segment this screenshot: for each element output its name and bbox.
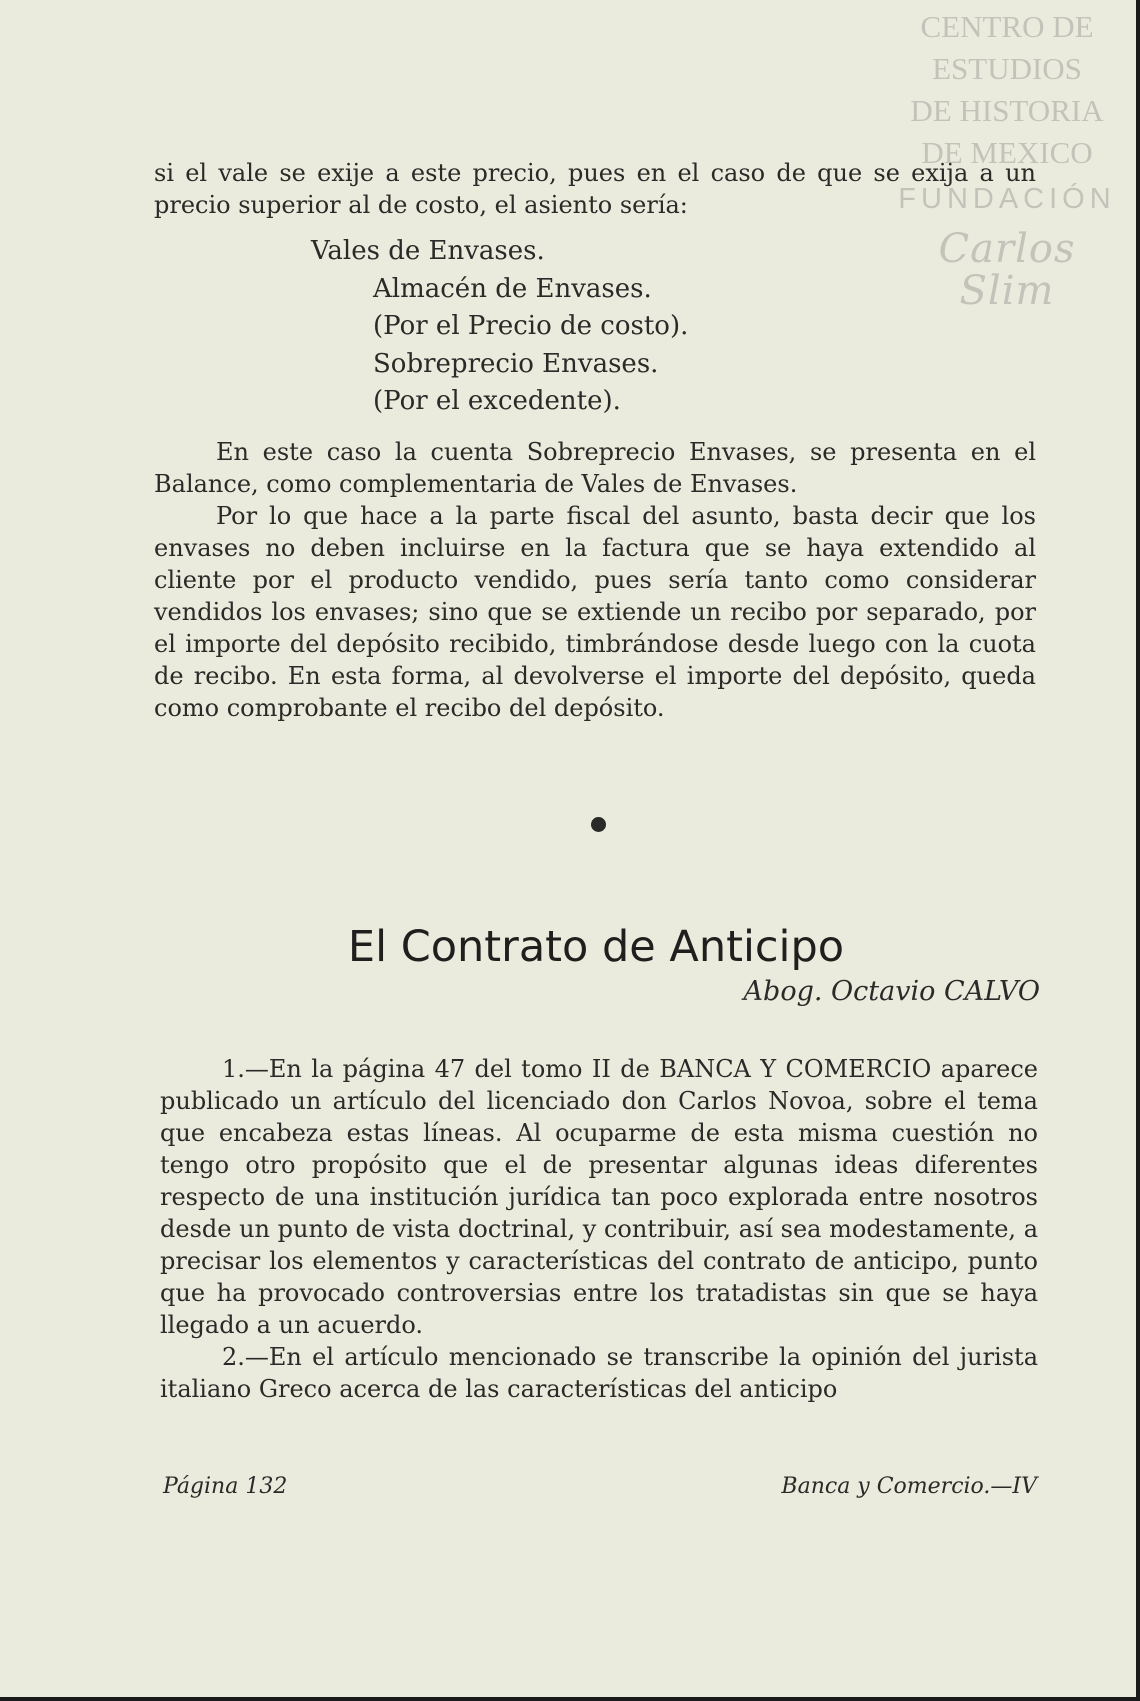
watermark-line: DE MEXICO <box>921 135 1093 170</box>
article-author: Abog. Octavio CALVO <box>743 976 1040 1007</box>
watermark-foundation: FUNDACIÓN <box>898 183 1116 215</box>
accounting-entry <box>0 233 1136 421</box>
intro-paragraph: si el vale se exije a este precio, pues en el caso de que se exija a un precio superior al de costo, el asiento sería: <box>154 159 1036 219</box>
page-number: Página 132 <box>163 1474 288 1499</box>
publication-name: Banca y Comercio.—IV <box>781 1474 1037 1499</box>
watermark-line: ESTUDIOS <box>932 51 1082 86</box>
watermark-line: CENTRO DE <box>920 9 1094 44</box>
entry-line: Vales de Envases. <box>311 236 545 266</box>
section-divider-ornament <box>591 817 606 832</box>
paragraph: 2.—En el artículo mencionado se transcribe la opinión del jurista italiano Greco acerca de las características del anticipo <box>160 1343 1038 1403</box>
article-title: El Contrato de Anticipo <box>347 921 845 972</box>
entry-line: (Por el excedente). <box>373 386 621 416</box>
entry-line: Almacén de Envases. <box>373 273 652 304</box>
article-body <box>160 1053 1038 1405</box>
paragraph: 1.—En la página 47 del tomo II de BANCA Y COMERCIO aparece publicado un artículo del licenciado don Carlos Novoa, sobre el tema que encabeza estas líneas. Al ocuparme de esta misma cuestión no tengo otro propósito que el de presentar algunas ideas diferentes respecto de una institución jurídica tan poco explorada entre nosotros desde un punto de vista doctrinal, y contribuir, así sea modestamente, a precisar los elementos y características del contrato de anticipo, punto que ha provocado controversias entre los tratadistas sin que se haya llegado a un acuerdo. <box>160 1055 1038 1339</box>
intro-text <box>154 157 1036 221</box>
entry-line: Sobreprecio Envases. <box>373 348 659 379</box>
body-text-top <box>154 436 1036 724</box>
watermark-line: DE HISTORIA <box>910 93 1104 128</box>
entry-line: (Por el Precio de costo). <box>373 311 689 341</box>
paragraph: Por lo que hace a la parte fiscal del asunto, basta decir que los envases no deben incluirse en la factura que se haya extendido al cliente por el producto vendido, pues sería tanto como considerar vendidos los envases; sino que se extiende un recibo por separado, por el importe del depósito recibido, timbrándose desde luego con la cuota de recibo. En esta forma, al devolverse el importe del depósito, queda como comprobante el recibo del depósito. <box>154 502 1036 722</box>
paragraph: En este caso la cuenta Sobreprecio Envases, se presenta en el Balance, como complementaria de Vales de Envases. <box>154 438 1036 498</box>
watermark-signature: Carlos Slim <box>938 226 1076 314</box>
